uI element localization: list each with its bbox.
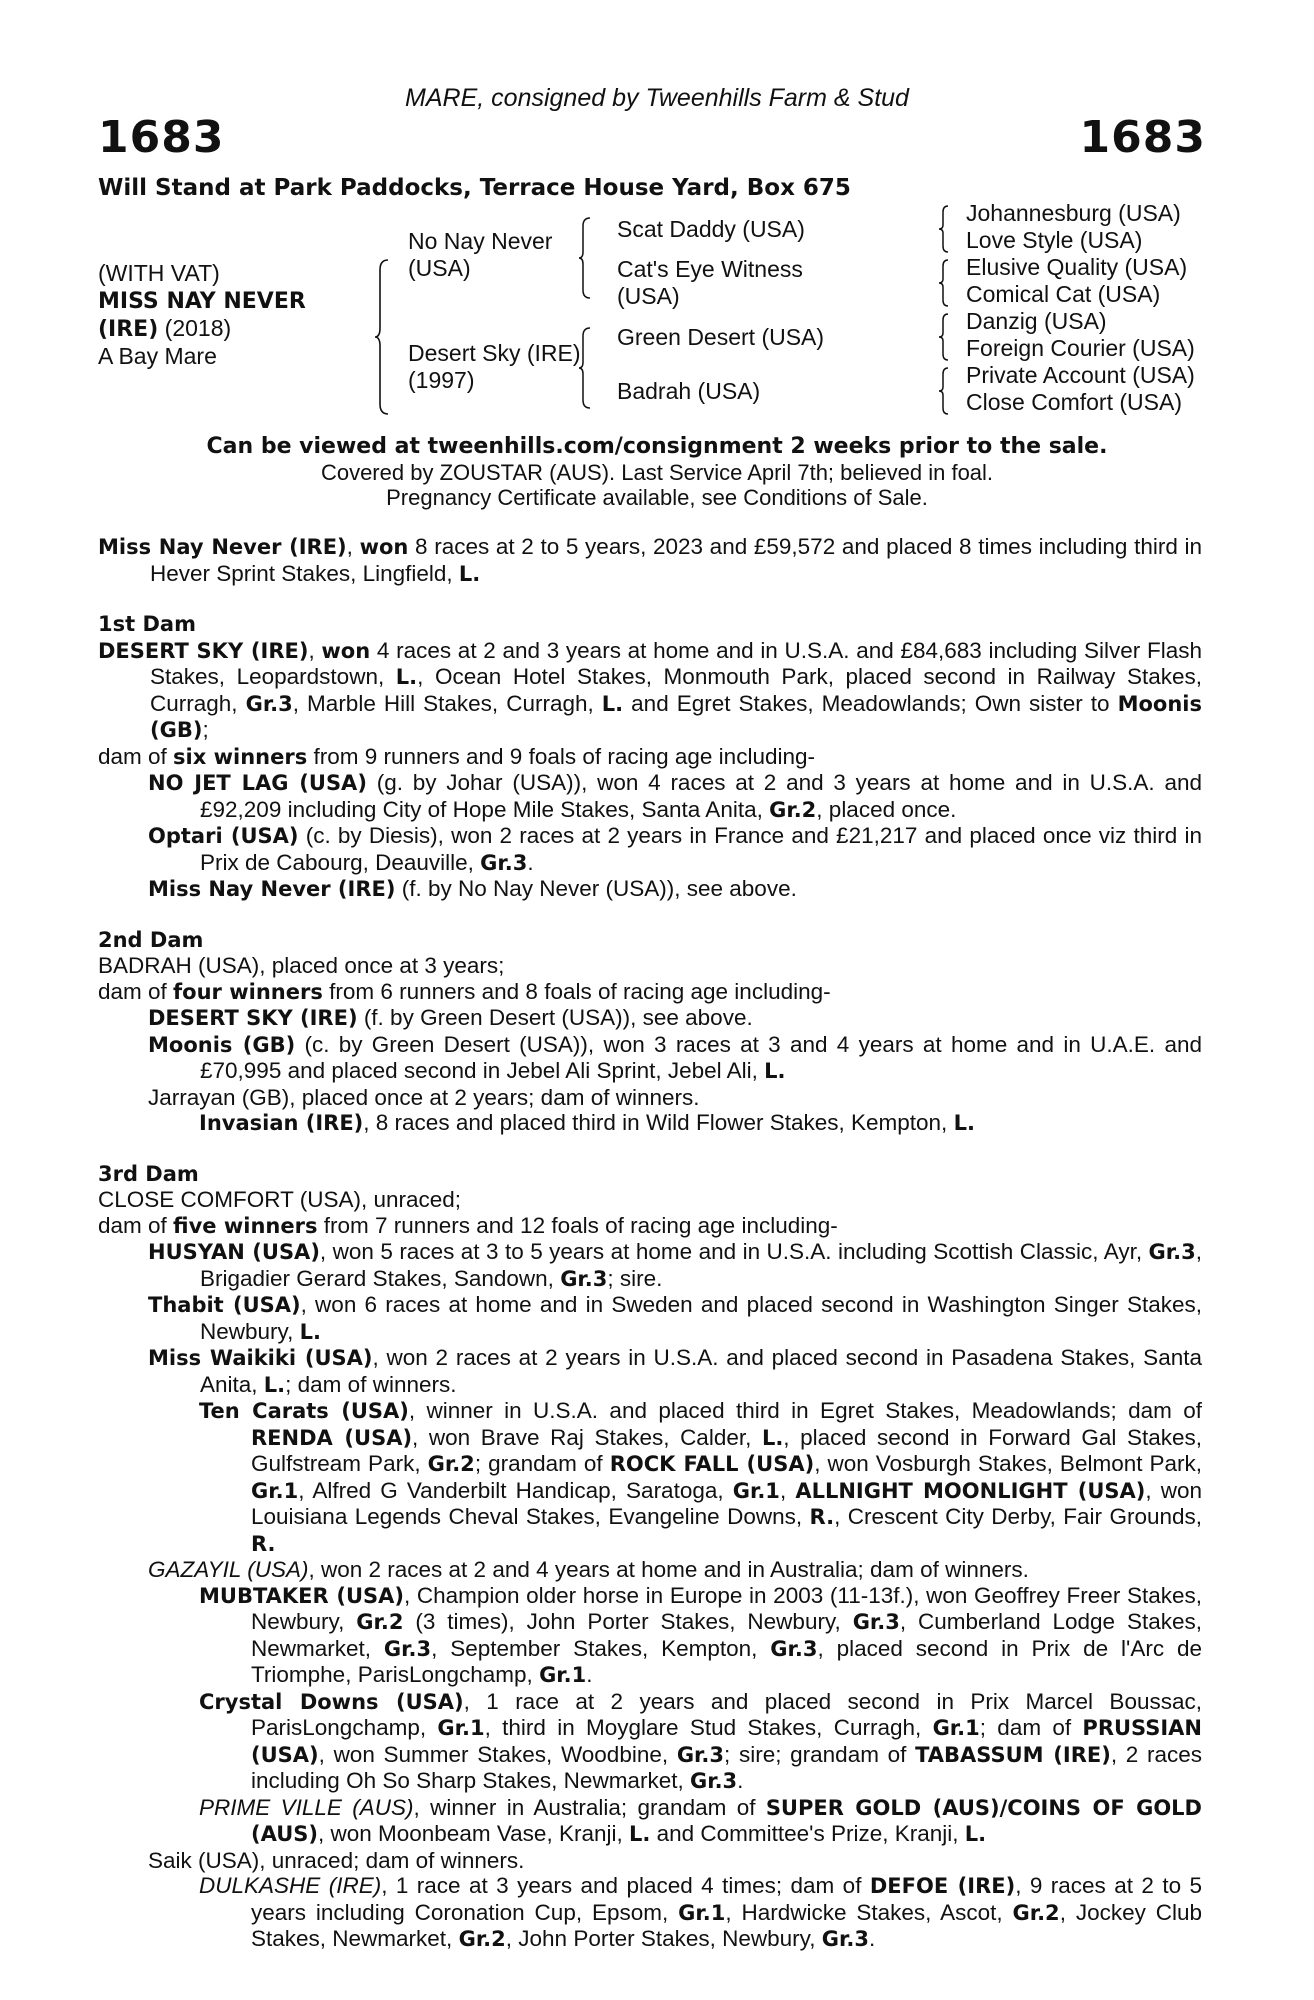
dam-dam: Badrah (USA) (617, 378, 761, 404)
certificate-note: Pregnancy Certificate available, see Conditions of Sale. (386, 485, 928, 510)
third-dam-line: CLOSE COMFORT (USA), unraced; (98, 1187, 462, 1212)
produce-thabit: Thabit (USA), won 6 races at home and in Sweden and placed second in Washington Singer Stakes, Newbury, L. (148, 1292, 1202, 1344)
produce-gazayil: GAZAYIL (USA), won 2 races at 2 and 4 years at home and in Australia; dam of winners. (148, 1557, 1029, 1582)
produce-husyan: HUSYAN (USA), won 5 races at 3 to 5 years at home and in U.S.A. including Scottish Classic, Ayr, Gr.3, Brigadier Gerard Stakes, Sandown, Gr.3; sire. (148, 1239, 1202, 1291)
third-generation: Johannesburg (USA) Love Style (USA) Elusive Quality (USA) Comical Cat (USA) Danzig (USA) Foreign Courier (USA) Private Account (USA) Close Comfort (USA) (966, 200, 1195, 415)
sire-dam: Cat's Eye Witness (USA) (617, 256, 803, 309)
produce-dulkashe: DULKASHE (IRE), 1 race at 3 years and placed 4 times; dam of DEFOE (IRE), 9 races at 2 to 5 years including Coronation Cup, Epsom, Gr.1, Hardwicke Stakes, Ascot, Gr.2, Jockey Club Stakes, Newmarket, Gr.2, John Porter Stakes, Newbury, Gr.3. (199, 1873, 1203, 1951)
brace-g3-3 (938, 312, 950, 362)
produce-mubtaker: MUBTAKER (USA), Champion older horse in Europe in 2003 (11-13f.), won Geoffrey Freer Stakes, Newbury, Gr.2 (3 times), John Porter Stakes, Newbury, Gr.3, Cumberland Lodge Stakes, Newmarket, Gr.3, September Stakes, Kempton, Gr.3, placed second in Prix de l'Arc de Triomphe, ParisLongchamp, Gr.1. (199, 1582, 1202, 1687)
brace-dam (578, 326, 592, 410)
produce-prime-ville: PRIME VILLE (AUS), winner in Australia; grandam of SUPER GOLD (AUS)/COINS OF GOLD (AUS), won Moonbeam Vase, Kranji, L. and Committee's Prize, Kranji, L. (199, 1794, 1202, 1846)
sire-sire: Scat Daddy (USA) (617, 216, 805, 242)
viewing-note: Can be viewed at tweenhills.com/consignment 2 weeks prior to the sale. (206, 434, 1108, 459)
produce-saik: Saik (USA), unraced; dam of winners. (148, 1847, 525, 1873)
horse-country: (IRE) (98, 317, 159, 342)
brace-g3-1 (938, 204, 950, 254)
second-dam-summary: dam of four winners from 6 runners and 8 foals of racing age including- (98, 978, 831, 1004)
consignor-line: MARE, consigned by Tweenhills Farm & Stud (405, 84, 909, 112)
pedigree-table (98, 200, 1228, 428)
intro-paragraph: Miss Nay Never (IRE), won 8 races at 2 to 5 years, 2023 and £59,572 and placed 8 times including third in Hever Sprint Stakes, Lingfield, L. (98, 534, 1203, 586)
second-dam-line: BADRAH (USA), placed once at 3 years; (98, 953, 505, 978)
produce-desert-sky: DESERT SKY (IRE) (f. by Green Desert (USA)), see above. (148, 1005, 753, 1030)
brace-main (374, 258, 390, 416)
lot-number-right: 1683 (1079, 112, 1206, 163)
stand-location: Will Stand at Park Paddocks, Terrace House Yard, Box 675 (98, 175, 851, 201)
first-dam-heading: 1st Dam (98, 612, 196, 636)
vat-label: (WITH VAT) (98, 260, 220, 286)
second-dam-heading: 2nd Dam (98, 927, 204, 952)
brace-g3-4 (938, 366, 950, 416)
produce-jarrayan: Jarrayan (GB), placed once at 2 years; dam of winners. (148, 1084, 700, 1110)
brace-g3-2 (938, 258, 950, 308)
first-dam-paragraph: DESERT SKY (IRE), won 4 races at 2 and 3 years at home and in U.S.A. and £84,683 including Silver Flash Stakes, Leopardstown, L., Ocean Hotel Stakes, Monmouth Park, placed second in Railway Stakes, Curragh, Gr.3, Marble Hill Stakes, Curragh, L. and Egret Stakes, Meadowlands; Own sister to Moonis (GB); (98, 637, 1203, 742)
produce-no-jet-lag: NO JET LAG (USA) (g. by Johar (USA)), won 4 races at 2 and 3 years at home and in U.S.A. and £92,209 including City of Hope Mile Stakes, Santa Anita, Gr.2, placed once. (148, 770, 1202, 822)
third-dam-heading: 3rd Dam (98, 1161, 199, 1186)
produce-optari: Optari (USA) (c. by Diesis), won 2 races at 2 years in France and £21,217 and placed once viz third in Prix de Cabourg, Deauville, Gr.3. (148, 823, 1202, 875)
produce-record (98, 534, 1202, 1953)
produce-invasian: Invasian (IRE), 8 races and placed third in Wild Flower Stakes, Kempton, L. (199, 1110, 975, 1135)
horse-description: A Bay Mare (98, 343, 217, 369)
produce-moonis: Moonis (GB) (c. by Green Desert (USA)), won 3 races at 3 and 4 years at home and in U.A.E. and £70,995 and placed second in Jebel Ali Sprint, Jebel Ali, L. (148, 1031, 1202, 1083)
produce-miss-nay-never: Miss Nay Never (IRE) (f. by No Nay Never (USA)), see above. (148, 876, 797, 901)
sire: No Nay Never (USA) (408, 228, 553, 281)
horse-name: MISS NAY NEVER (98, 289, 306, 314)
dam-sire: Green Desert (USA) (617, 324, 825, 350)
horse-summary (98, 260, 306, 370)
produce-crystal-downs: Crystal Downs (USA), 1 race at 2 years and placed second in Prix Marcel Boussac, ParisLongchamp, Gr.1, third in Moyglare Stud Stakes, Curragh, Gr.1; dam of PRUSSIAN (USA), won Summer Stakes, Woodbine, Gr.3; sire; grandam of TABASSUM (IRE), 2 races including Oh So Sharp Stakes, Newmarket, Gr.3. (199, 1688, 1202, 1793)
covered-note: Covered by ZOUSTAR (AUS). Last Service April 7th; believed in foal. (320, 460, 994, 485)
dam: Desert Sky (IRE) (1997) (408, 340, 581, 393)
third-dam-summary: dam of five winners from 7 runners and 12 foals of racing age including- (98, 1212, 838, 1238)
first-dam-summary: dam of six winners from 9 runners and 9 foals of racing age including- (98, 743, 815, 769)
lot-number-left: 1683 (98, 112, 225, 163)
horse-year: (2018) (164, 315, 232, 341)
produce-miss-waikiki: Miss Waikiki (USA), won 2 races at 2 years in U.S.A. and placed second in Pasadena Stakes, Santa Anita, L.; dam of winners. (148, 1345, 1202, 1397)
brace-sire (578, 216, 592, 300)
produce-ten-carats: Ten Carats (USA), winner in U.S.A. and placed third in Egret Stakes, Meadowlands; dam of RENDA (USA), won Brave Raj Stakes, Calder, L., placed second in Forward Gal Stakes, Gulfstream Park, Gr.2; grandam of ROCK FALL (USA), won Vosburgh Stakes, Belmont Park, Gr.1, Alfred G Vanderbilt Handicap, Saratoga, Gr.1, ALLNIGHT MOONLIGHT (USA), won Louisiana Legends Cheval Stakes, Evangeline Downs, R., Crescent City Derby, Fair Grounds, R. (199, 1398, 1203, 1556)
